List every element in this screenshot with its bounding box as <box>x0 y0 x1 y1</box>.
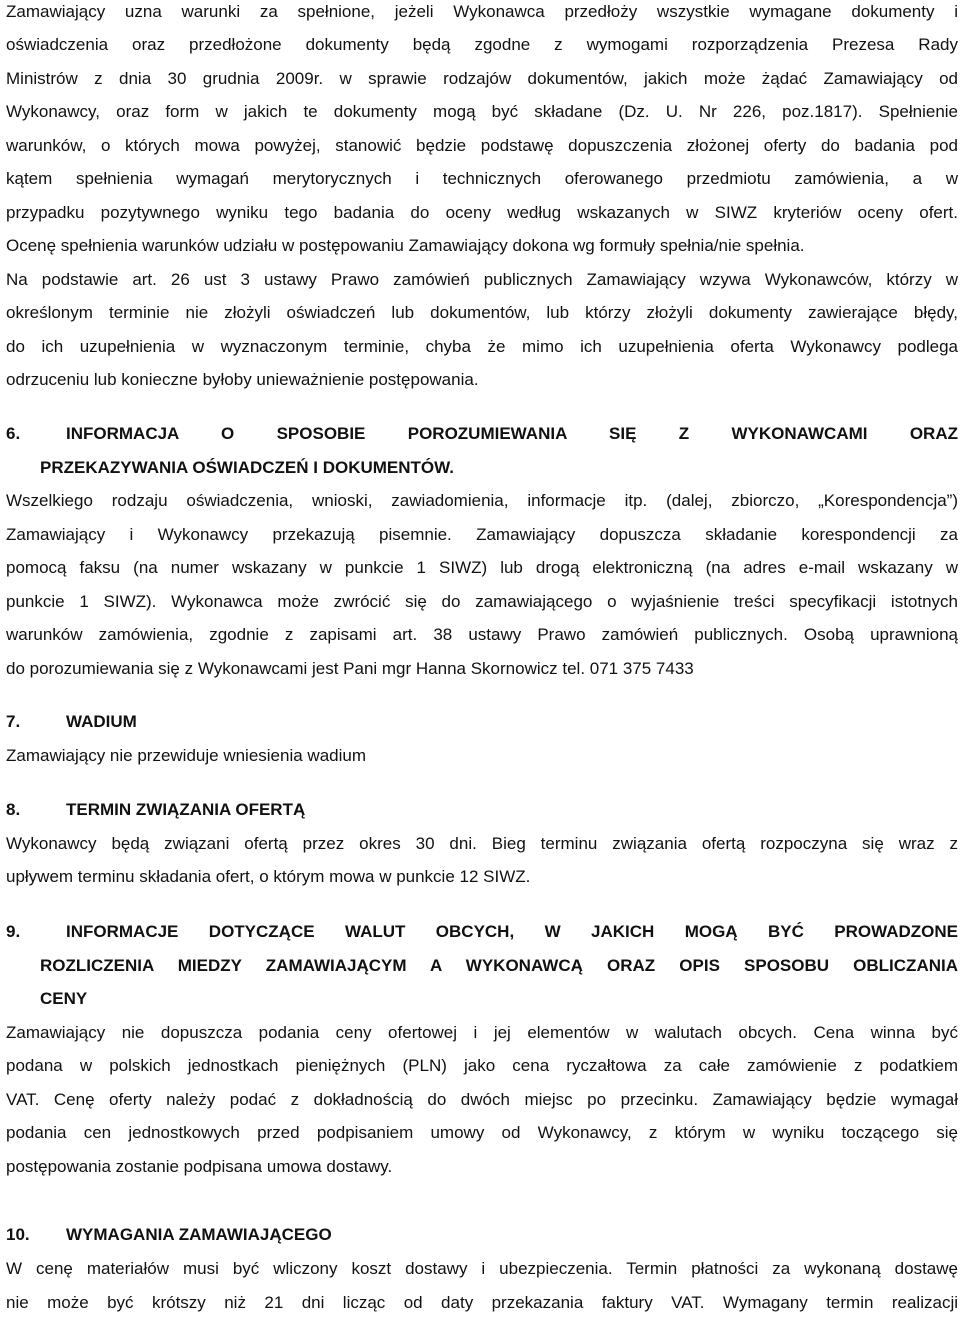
section-9-line-2: podana w polskich jednostkach pieniężnych (PLN) jako cena ryczałtowa za całe zamówienie z podatkiem <box>6 1056 958 1075</box>
section-8-line-1: Wykonawcy będą związani ofertą przez okres 30 dni. Bieg terminu związania ofertą rozpoczyna się wraz z <box>6 834 958 853</box>
section-6-title-line-2: PRZEKAZYWANIA OŚWIADCZEŃ I DOKUMENTÓW. <box>40 458 454 477</box>
intro-line-12: odrzuceniu lub konieczne byłoby unieważnienie postępowania. <box>6 370 479 389</box>
section-9-line-4: podania cen jednostkowych przed podpisaniem umowy od Wykonawcy, z którym w wyniku toczącego się <box>6 1123 958 1142</box>
intro-line-3: Ministrów z dnia 30 grudnia 2009r. w sprawie rodzajów dokumentów, jakich może żądać Zamawiający od <box>6 69 958 88</box>
section-6-line-2: Zamawiający i Wykonawcy przekazują pisemnie. Zamawiający dopuszcza składanie korespondencji za <box>6 525 958 544</box>
intro-line-1: Zamawiający uznа warunki za spełnione, jeżeli Wykonawca przedłoży wszystkie wymagane dokumenty i <box>6 2 958 21</box>
section-6-line-6: do porozumiewania się z Wykonawcami jest Pani mgr Hanna Skornowicz tel. 071 375 7433 <box>6 659 694 678</box>
section-6-line-1: Wszelkiego rodzaju oświadczenia, wnioski, zawiadomienia, informacje itp. (dalej, zbiorczo, „Korespondencja”) <box>6 491 958 510</box>
section-9-line-3: VAT. Cenę oferty należy podać z dokładnością do dwóch miejsc po przecinku. Zamawiający będzie wymagał <box>6 1090 958 1109</box>
section-9-number: 9. <box>6 922 21 941</box>
intro-line-7: przypadku pozytywnego wyniku tego badania do oceny według wskazanych w SIWZ kryteriów oceny ofert. <box>6 203 958 222</box>
section-9-line-5: postępowania zostanie podpisana umowa dostawy. <box>6 1157 393 1176</box>
section-10-title: WYMAGANIA ZAMAWIAJĄCEGO <box>66 1225 332 1244</box>
intro-line-8: Ocenę spełnienia warunków udziału w postępowaniu Zamawiający dokona wg formuły spełnia/nie spełnia. <box>6 236 805 255</box>
section-10-number: 10. <box>6 1225 30 1244</box>
intro-line-11: do ich uzupełnienia w wyznaczonym terminie, chyba że mimo ich uzupełnienia oferta Wykonawcy podlega <box>6 337 958 356</box>
section-9-line-1: Zamawiający nie dopuszcza podania ceny ofertowej i jej elementów w walutach obcych. Cena winna być <box>6 1023 958 1042</box>
section-10-line-1: W cenę materiałów musi być wliczony koszt dostawy i ubezpieczenia. Termin płatności za wykonaną dostawę <box>6 1259 958 1278</box>
section-7-number: 7. <box>6 712 21 731</box>
section-6-title-line-1: INFORMACJA O SPOSOBIE POROZUMIEWANIA SIĘ Z WYKONAWCAMI ORAZ <box>66 424 958 443</box>
section-8-title: TERMIN ZWIĄZANIA OFERTĄ <box>66 800 306 819</box>
section-9-title-line-3: CENY <box>40 989 88 1008</box>
section-6-line-5: warunków zamówienia, zgodnie z zapisami art. 38 ustawy Prawo zamówień publicznych. Osobą uprawnioną <box>6 625 958 644</box>
section-9-title-line-2: ROZLICZENIA MIEDZY ZAMAWIAJĄCYM A WYKONAWCĄ ORAZ OPIS SPOSOBU OBLICZANIA <box>40 956 958 975</box>
intro-line-9: Na podstawie art. 26 ust 3 ustawy Prawo zamówień publicznych Zamawiający wzywa Wykonawców, którzy w <box>6 270 958 289</box>
section-8-number: 8. <box>6 800 21 819</box>
section-8-line-2: upływem terminu składania ofert, o którym mowa w punkcie 12 SIWZ. <box>6 867 531 886</box>
intro-line-6: kątem spełnienia wymagań merytorycznych i technicznych oferowanego przedmiotu zamówienia, a w <box>6 169 958 188</box>
section-7-title: WADIUM <box>66 712 137 731</box>
intro-line-5: warunków, o których mowa powyżej, stanowić będzie podstawę dopuszczenia złożonej oferty do badania pod <box>6 136 958 155</box>
intro-line-2: oświadczenia oraz przedłożone dokumenty będą zgodne z wymogami rozporządzenia Prezesa Rady <box>6 35 958 54</box>
section-6-line-4: punkcie 1 SIWZ). Wykonawca może zwrócić się do zamawiającego o wyjaśnienie treści specyfikacji istotnych <box>6 592 958 611</box>
section-6-line-3: pomocą faksu (na numer wskazany w punkcie 1 SIWZ) lub drogą elektroniczną (na adres e-mail wskazany w <box>6 558 958 577</box>
section-10-line-2: nie może być krótszy niż 21 dni licząc od daty przekazania faktury VAT. Wymagany termin realizacji <box>6 1293 958 1312</box>
section-9-title-line-1: INFORMACJE DOTYCZĄCE WALUT OBCYCH, W JAKICH MOGĄ BYĆ PROWADZONE <box>66 922 958 941</box>
intro-line-10: określonym terminie nie złożyli oświadczeń lub dokumentów, lub którzy złożyli dokumenty zawierające błędy, <box>6 303 958 322</box>
section-7-line-1: Zamawiający nie przewiduje wniesienia wadium <box>6 746 366 765</box>
section-6-number: 6. <box>6 424 21 443</box>
intro-line-4: Wykonawcy, oraz form w jakich te dokumenty mogą być składane (Dz. U. Nr 226, poz.1817). Spełnienie <box>6 102 958 121</box>
